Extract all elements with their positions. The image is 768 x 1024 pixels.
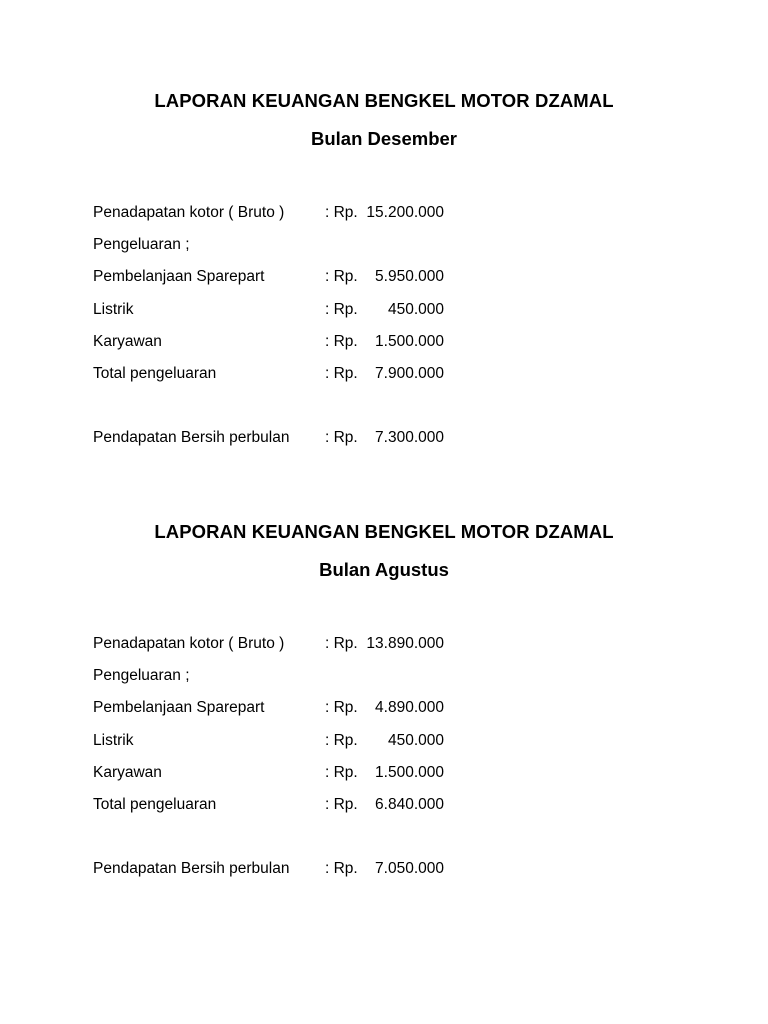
currency-prefix: : Rp. xyxy=(325,268,358,286)
row-label: Pendapatan Bersih perbulan xyxy=(93,860,290,878)
row-amount: 6.840.000 xyxy=(375,795,444,813)
row-amount: 4.890.000 xyxy=(375,699,444,717)
row-label: Karyawan xyxy=(93,763,162,781)
currency-prefix: : Rp. xyxy=(325,731,358,749)
row-amount: 1.500.000 xyxy=(375,332,444,350)
currency-prefix: : Rp. xyxy=(325,795,358,813)
row-label: Pembelanjaan Sparepart xyxy=(93,699,265,717)
currency-prefix: : Rp. xyxy=(325,364,358,382)
row-amount: 15.200.000 xyxy=(366,204,444,221)
row-expenses-heading xyxy=(0,229,768,261)
currency-prefix: : Rp. xyxy=(325,300,358,318)
row-employees xyxy=(0,326,768,358)
currency-prefix: : Rp. xyxy=(325,429,358,447)
row-label: Pendapatan Bersih perbulan xyxy=(93,429,290,447)
currency-prefix: : Rp. xyxy=(325,332,358,350)
row-label: Pembelanjaan Sparepart xyxy=(93,268,265,286)
row-net-income xyxy=(0,422,768,454)
row-employees xyxy=(0,757,768,789)
row-total-expenses xyxy=(0,358,768,390)
row-amount: 1.500.000 xyxy=(375,763,444,781)
row-amount: 450.000 xyxy=(387,731,444,749)
row-label: Listrik xyxy=(93,300,134,318)
row-spareparts xyxy=(0,261,768,293)
row-label: Karyawan xyxy=(93,332,162,350)
currency-prefix: : Rp. xyxy=(325,860,358,878)
report-rows xyxy=(0,197,768,455)
row-net-income xyxy=(0,853,768,885)
report-title: LAPORAN KEUANGAN BENGKEL MOTOR DZAMAL xyxy=(154,90,614,111)
row-gross-income xyxy=(0,197,768,229)
row-amount: 7.900.000 xyxy=(375,364,444,382)
report-rows xyxy=(0,628,768,886)
currency-prefix: : Rp. xyxy=(325,763,358,781)
row-spareparts xyxy=(0,692,768,724)
row-label: Penadapatan kotor ( Bruto ) xyxy=(93,204,285,221)
currency-prefix: : Rp. xyxy=(325,635,358,652)
row-total-expenses xyxy=(0,789,768,821)
row-gross-income xyxy=(0,628,768,660)
row-amount: 450.000 xyxy=(387,300,444,318)
row-expenses-heading xyxy=(0,660,768,692)
row-amount: 7.300.000 xyxy=(375,429,444,447)
report-month: Bulan Agustus xyxy=(319,559,449,580)
report-title: LAPORAN KEUANGAN BENGKEL MOTOR DZAMAL xyxy=(154,521,614,542)
row-electricity xyxy=(0,294,768,326)
row-amount: 13.890.000 xyxy=(366,635,444,652)
row-label: Penadapatan kotor ( Bruto ) xyxy=(93,635,285,652)
row-label: Total pengeluaran xyxy=(93,795,217,813)
row-label: Pengeluaran ; xyxy=(93,236,190,254)
row-label: Pengeluaran ; xyxy=(93,667,190,685)
row-label: Listrik xyxy=(93,731,134,749)
row-amount: 7.050.000 xyxy=(375,860,444,878)
row-label: Total pengeluaran xyxy=(93,364,217,382)
report-month: Bulan Desember xyxy=(311,128,457,149)
row-amount: 5.950.000 xyxy=(375,268,444,286)
currency-prefix: : Rp. xyxy=(325,699,358,717)
report-desember xyxy=(0,87,768,455)
row-electricity xyxy=(0,725,768,757)
currency-prefix: : Rp. xyxy=(325,204,358,221)
report-agustus xyxy=(0,518,768,886)
